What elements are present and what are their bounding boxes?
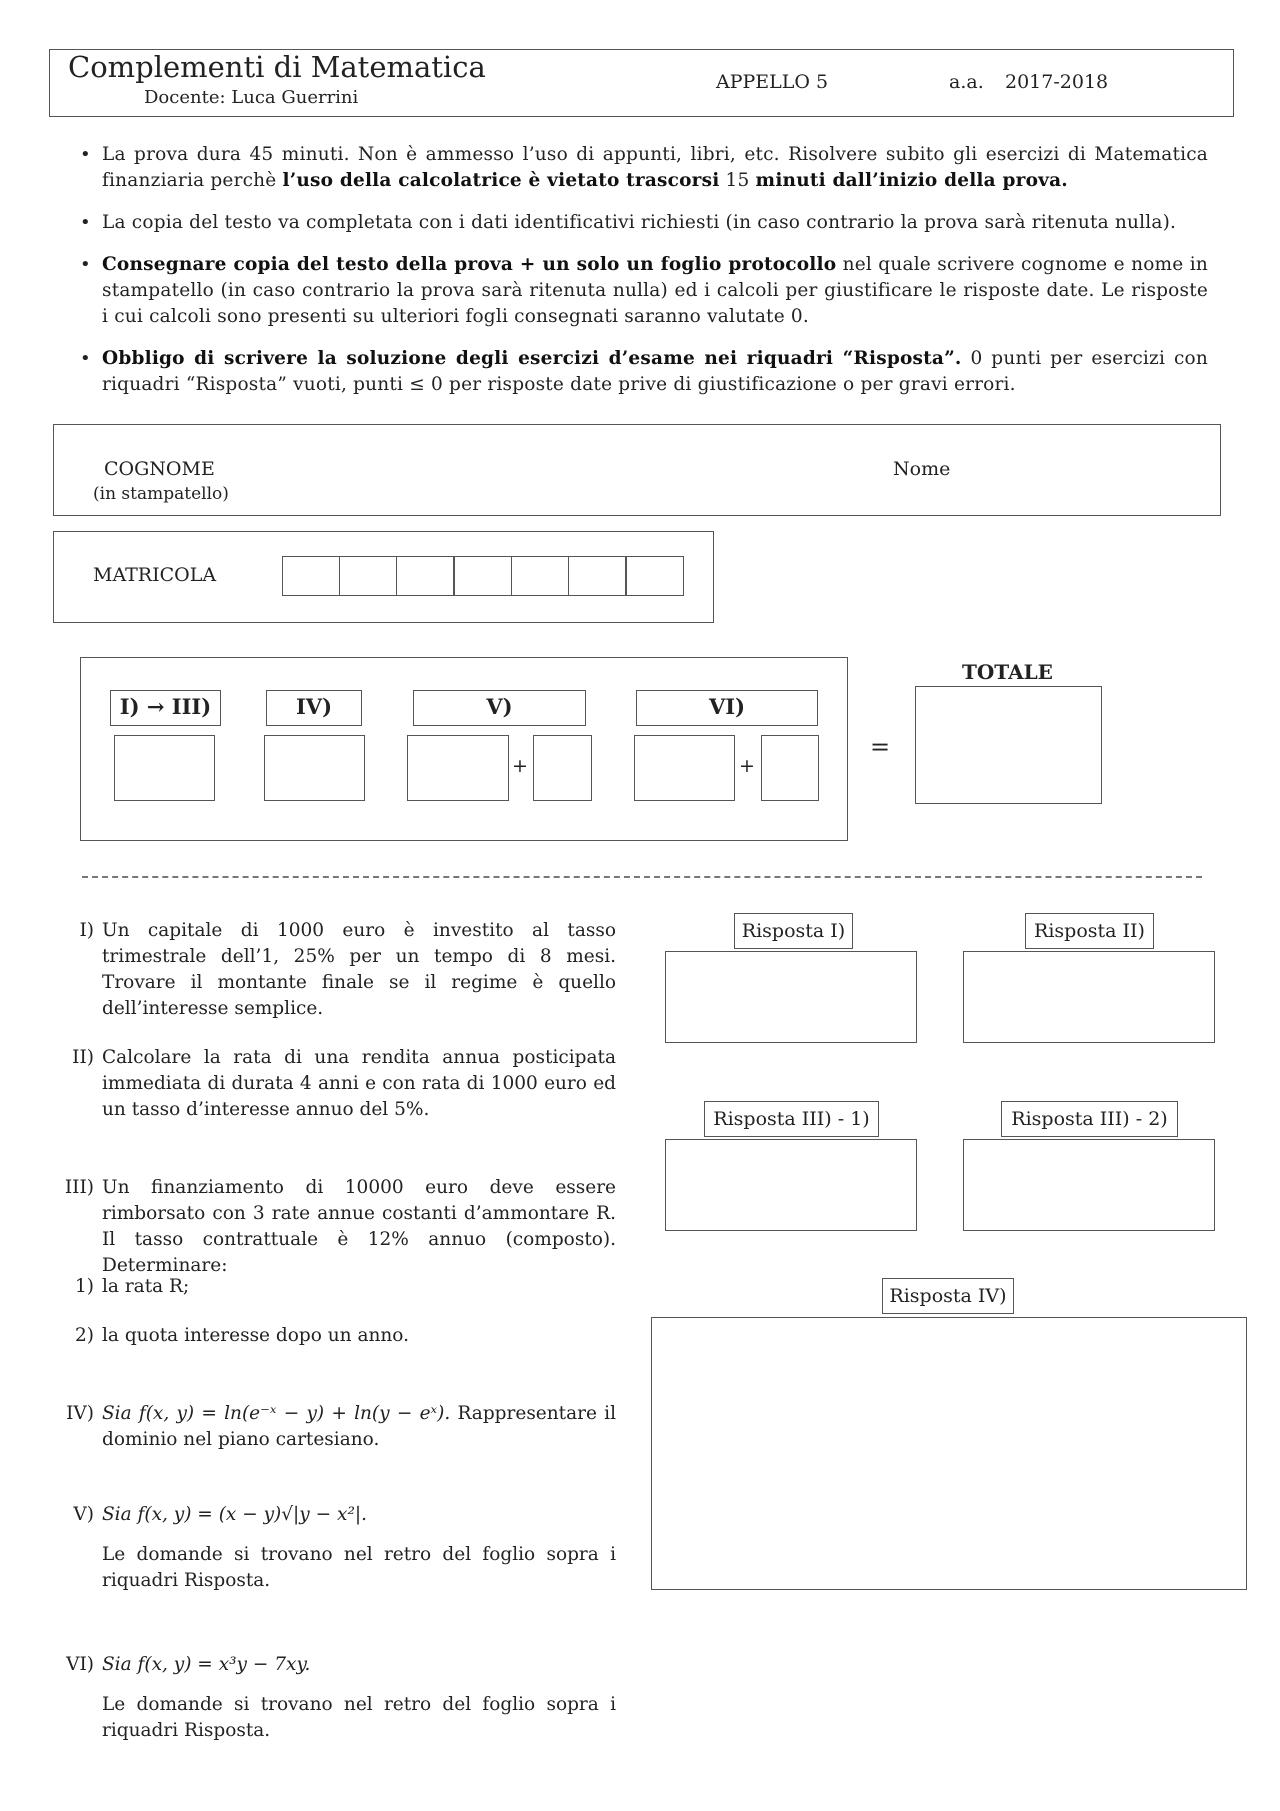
surname-label: COGNOME (104, 458, 215, 480)
plus-sign: + (512, 755, 528, 777)
exercise-3-sub-1: 1) la rata R; (75, 1276, 190, 1297)
student-id-cell[interactable] (282, 556, 340, 596)
exercise-5: V) Sia f(x, y) = (x − y)√|y − x²|. Le domande si trovano nel retro del foglio sopra i riquadri Risposta. (73, 1504, 616, 1591)
student-id-cell[interactable] (511, 556, 569, 596)
course-title: Complementi di Matematica (68, 50, 486, 84)
score-box-i-iii[interactable] (114, 735, 215, 801)
answer-label-2: Risposta II) (1025, 913, 1154, 949)
student-id-cell[interactable] (454, 556, 512, 596)
formula: Sia f(x, y) = (x − y)√|y − x²|. (102, 1504, 367, 1525)
rule-item: • Consegnare copia del testo della prova + un solo un foglio protocollo nel quale scrivere cognome e nome in stampatello (in caso contrario la prova sarà ritenuta nulla) ed i calcoli per giustificare le risposte date. Le risposte i cui calcoli sono presenti su ulteriori fogli consegnati saranno valutate 0. (78, 252, 1208, 330)
academic-year: 2017-2018 (1005, 71, 1109, 93)
student-id-cell[interactable] (626, 556, 684, 596)
divider (82, 876, 1202, 878)
total-label: TOTALE (962, 660, 1053, 684)
answer-label-1: Risposta I) (734, 913, 853, 949)
answer-box-3-1[interactable] (665, 1139, 917, 1231)
session: APPELLO 5 (716, 71, 829, 93)
answer-label-3-2: Risposta III) - 2) (1001, 1101, 1178, 1137)
score-box-v-b[interactable] (533, 735, 592, 801)
score-box-iv[interactable] (264, 735, 365, 801)
student-id-cells (282, 556, 686, 596)
name-label: Nome (893, 458, 951, 480)
exercise-2: II) Calcolare la rata di una rendita annua posticipata immediata di durata 4 anni e con rata di 1000 euro ed un tasso d’interesse annuo del 5%. (72, 1047, 616, 1120)
lecturer: Docente: Luca Guerrini (144, 87, 359, 108)
answer-box-4[interactable] (651, 1317, 1247, 1590)
score-box-vi-a[interactable] (634, 735, 735, 801)
exercise-4: IV) Sia f(x, y) = ln(e⁻ˣ − y) + ln(y − eˣ). Rappresentare il dominio nel piano cartesiano. (66, 1403, 617, 1450)
rule-item: • La prova dura 45 minuti. Non è ammesso l’uso di appunti, libri, etc. Risolvere subito gli esercizi di Matematica finanziaria perchè l’uso della calcolatrice è vietato trascorsi 15 minuti dall’inizio della prova. (78, 142, 1208, 194)
exercise-3-sub-2: 2) la quota interesse dopo un anno. (75, 1325, 409, 1346)
rule-item: • La copia del testo va completata con i dati identificativi richiesti (in caso contrario la prova sarà ritenuta nulla). (78, 210, 1208, 236)
score-box-v-a[interactable] (407, 735, 509, 801)
score-head-v: V) (413, 690, 586, 726)
student-id-label: MATRICOLA (93, 564, 217, 586)
answer-label-3-1: Risposta III) - 1) (704, 1101, 879, 1137)
surname-hint: (in stampatello) (93, 484, 229, 504)
score-head-iv: IV) (266, 690, 362, 726)
exercise-6: VI) Sia f(x, y) = x³y − 7xy. Le domande si trovano nel retro del foglio sopra i riquadri Risposta. (66, 1654, 616, 1741)
score-head-vi: VI) (636, 690, 818, 726)
student-id-cell[interactable] (568, 556, 626, 596)
academic-year-label: a.a. (949, 71, 984, 93)
exercise-3: III) Un finanziamento di 10000 euro deve essere rimborsato con 3 rate annue costanti d’ammontare R. Il tasso contrattuale è 12% annuo (composto). Determinare: (64, 1177, 616, 1276)
plus-sign: + (739, 755, 755, 777)
formula: Sia f(x, y) = ln(e⁻ˣ − y) + ln(y − eˣ). (102, 1403, 451, 1424)
student-id-cell[interactable] (339, 556, 397, 596)
score-head-i-iii: I) → III) (110, 690, 221, 726)
answer-box-2[interactable] (963, 951, 1215, 1043)
total-box[interactable] (915, 686, 1102, 804)
rules-list (78, 142, 1208, 414)
exercise-1: I) Un capitale di 1000 euro è investito al tasso trimestrale dell’1, 25% per un tempo di 8 mesi. Trovare il montante finale se il regime è quello dell’interesse semplice. (79, 920, 616, 1019)
rule-item: • Obbligo di scrivere la soluzione degli esercizi d’esame nei riquadri “Risposta”. 0 punti per esercizi con riquadri “Risposta” vuoti, punti ≤ 0 per risposte date prive di giustificazione o per gravi errori. (78, 346, 1208, 398)
answer-box-3-2[interactable] (963, 1139, 1215, 1231)
answer-label-4: Risposta IV) (882, 1278, 1014, 1314)
student-id-cell[interactable] (396, 556, 454, 596)
equals-sign: = (870, 733, 891, 761)
formula: Sia f(x, y) = x³y − 7xy. (102, 1654, 311, 1675)
answer-box-1[interactable] (665, 951, 917, 1043)
score-box-vi-b[interactable] (761, 735, 819, 801)
